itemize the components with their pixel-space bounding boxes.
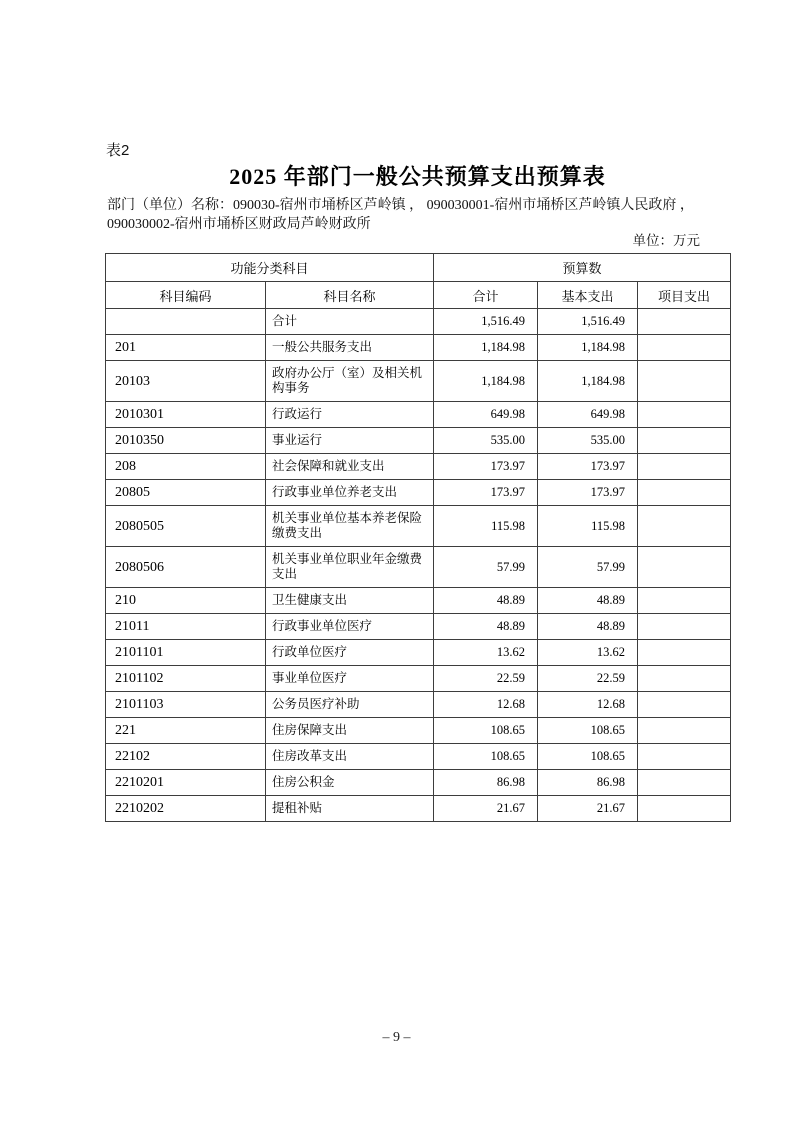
table-row [106,428,731,454]
cell-project-expenditure [638,744,731,770]
table-row [106,480,731,506]
cell-total: 108.65 [434,718,538,744]
cell-subject-name: 公务员医疗补助 [266,692,434,718]
table-body [106,309,731,822]
cell-total: 173.97 [434,454,538,480]
cell-subject-name: 行政事业单位医疗 [266,614,434,640]
cell-subject-code: 20103 [106,361,266,402]
table-header-column-row [106,282,731,309]
cell-subject-name: 社会保障和就业支出 [266,454,434,480]
cell-project-expenditure [638,361,731,402]
cell-total: 21.67 [434,796,538,822]
cell-total: 57.99 [434,547,538,588]
table-row [106,718,731,744]
cell-subject-code: 2010301 [106,402,266,428]
cell-basic-expenditure: 108.65 [538,744,638,770]
cell-basic-expenditure: 108.65 [538,718,638,744]
cell-total: 173.97 [434,480,538,506]
cell-total: 108.65 [434,744,538,770]
header-subject-code: 科目编码 [106,282,266,309]
cell-subject-name: 提租补贴 [266,796,434,822]
cell-subject-code: 22102 [106,744,266,770]
cell-project-expenditure [638,796,731,822]
cell-subject-name: 合计 [266,309,434,335]
cell-subject-code: 221 [106,718,266,744]
page-number: – 9 – [382,1030,411,1045]
cell-subject-name: 行政运行 [266,402,434,428]
table-label: 表2 [106,142,130,159]
cell-project-expenditure [638,506,731,547]
cell-subject-code: 210 [106,588,266,614]
cell-project-expenditure [638,335,731,361]
cell-project-expenditure [638,588,731,614]
table-row [106,309,731,335]
header-basic-expenditure: 基本支出 [538,282,638,309]
table-row [106,692,731,718]
cell-project-expenditure [638,428,731,454]
cell-total: 535.00 [434,428,538,454]
cell-basic-expenditure: 1,184.98 [538,361,638,402]
header-function-classification: 功能分类科目 [106,254,434,282]
cell-subject-name: 行政事业单位养老支出 [266,480,434,506]
cell-subject-code: 2101101 [106,640,266,666]
table-row [106,770,731,796]
cell-subject-code: 201 [106,335,266,361]
cell-subject-code: 2210201 [106,770,266,796]
cell-project-expenditure [638,454,731,480]
cell-subject-code: 2101102 [106,666,266,692]
cell-total: 1,184.98 [434,361,538,402]
cell-total: 48.89 [434,614,538,640]
header-project-expenditure: 项目支出 [638,282,731,309]
cell-subject-code: 21011 [106,614,266,640]
cell-basic-expenditure: 86.98 [538,770,638,796]
cell-project-expenditure [638,666,731,692]
cell-project-expenditure [638,770,731,796]
cell-subject-code: 2010350 [106,428,266,454]
cell-subject-code: 2080505 [106,506,266,547]
cell-project-expenditure [638,480,731,506]
cell-total: 48.89 [434,588,538,614]
table-row [106,796,731,822]
table-header-group-row [106,254,731,282]
cell-basic-expenditure: 1,516.49 [538,309,638,335]
cell-subject-code: 20805 [106,480,266,506]
cell-project-expenditure [638,718,731,744]
cell-basic-expenditure: 649.98 [538,402,638,428]
table-row [106,506,731,547]
cell-basic-expenditure: 21.67 [538,796,638,822]
cell-subject-name: 一般公共服务支出 [266,335,434,361]
table-row [106,614,731,640]
cell-total: 13.62 [434,640,538,666]
table-row [106,547,731,588]
header-budget-amount: 预算数 [434,254,731,282]
cell-subject-name: 机关事业单位职业年金缴费支出 [266,547,434,588]
cell-project-expenditure [638,614,731,640]
cell-subject-code: 208 [106,454,266,480]
cell-total: 649.98 [434,402,538,428]
cell-project-expenditure [638,309,731,335]
table-row [106,335,731,361]
cell-total: 1,516.49 [434,309,538,335]
cell-subject-code: 2210202 [106,796,266,822]
table-row [106,361,731,402]
cell-total: 12.68 [434,692,538,718]
department-name-line2: 090030002-宿州市埇桥区财政局芦岭财政所 [107,217,371,232]
cell-project-expenditure [638,640,731,666]
cell-project-expenditure [638,402,731,428]
cell-basic-expenditure: 12.68 [538,692,638,718]
cell-subject-name: 政府办公厅（室）及相关机构事务 [266,361,434,402]
cell-subject-name: 事业运行 [266,428,434,454]
cell-basic-expenditure: 57.99 [538,547,638,588]
cell-subject-name: 卫生健康支出 [266,588,434,614]
cell-basic-expenditure: 48.89 [538,614,638,640]
cell-basic-expenditure: 1,184.98 [538,335,638,361]
cell-total: 115.98 [434,506,538,547]
cell-basic-expenditure: 173.97 [538,480,638,506]
unit-note: 单位：万元 [632,233,700,248]
cell-subject-name: 住房保障支出 [266,718,434,744]
header-subject-name: 科目名称 [266,282,434,309]
cell-subject-name: 住房改革支出 [266,744,434,770]
budget-table [105,253,731,822]
cell-subject-name: 行政单位医疗 [266,640,434,666]
cell-basic-expenditure: 535.00 [538,428,638,454]
page-title: 2025 年部门一般公共预算支出预算表 [229,164,606,189]
cell-subject-name: 住房公积金 [266,770,434,796]
cell-subject-code: 2101103 [106,692,266,718]
cell-project-expenditure [638,547,731,588]
cell-total: 1,184.98 [434,335,538,361]
cell-project-expenditure [638,692,731,718]
header-total: 合计 [434,282,538,309]
cell-subject-name: 机关事业单位基本养老保险缴费支出 [266,506,434,547]
table-header [106,254,731,309]
cell-basic-expenditure: 22.59 [538,666,638,692]
cell-subject-code: 2080506 [106,547,266,588]
table-row [106,454,731,480]
cell-basic-expenditure: 173.97 [538,454,638,480]
table-row [106,666,731,692]
cell-subject-code [106,309,266,335]
cell-basic-expenditure: 13.62 [538,640,638,666]
table-row [106,402,731,428]
table-row [106,744,731,770]
department-name-line1: 部门（单位）名称：090030-宿州市埇桥区芦岭镇 ， 090030001-宿州市埇桥区芦岭镇人民政府 ， [107,198,694,213]
cell-total: 86.98 [434,770,538,796]
cell-basic-expenditure: 115.98 [538,506,638,547]
table-row [106,588,731,614]
table-row [106,640,731,666]
cell-subject-name: 事业单位医疗 [266,666,434,692]
cell-basic-expenditure: 48.89 [538,588,638,614]
cell-total: 22.59 [434,666,538,692]
